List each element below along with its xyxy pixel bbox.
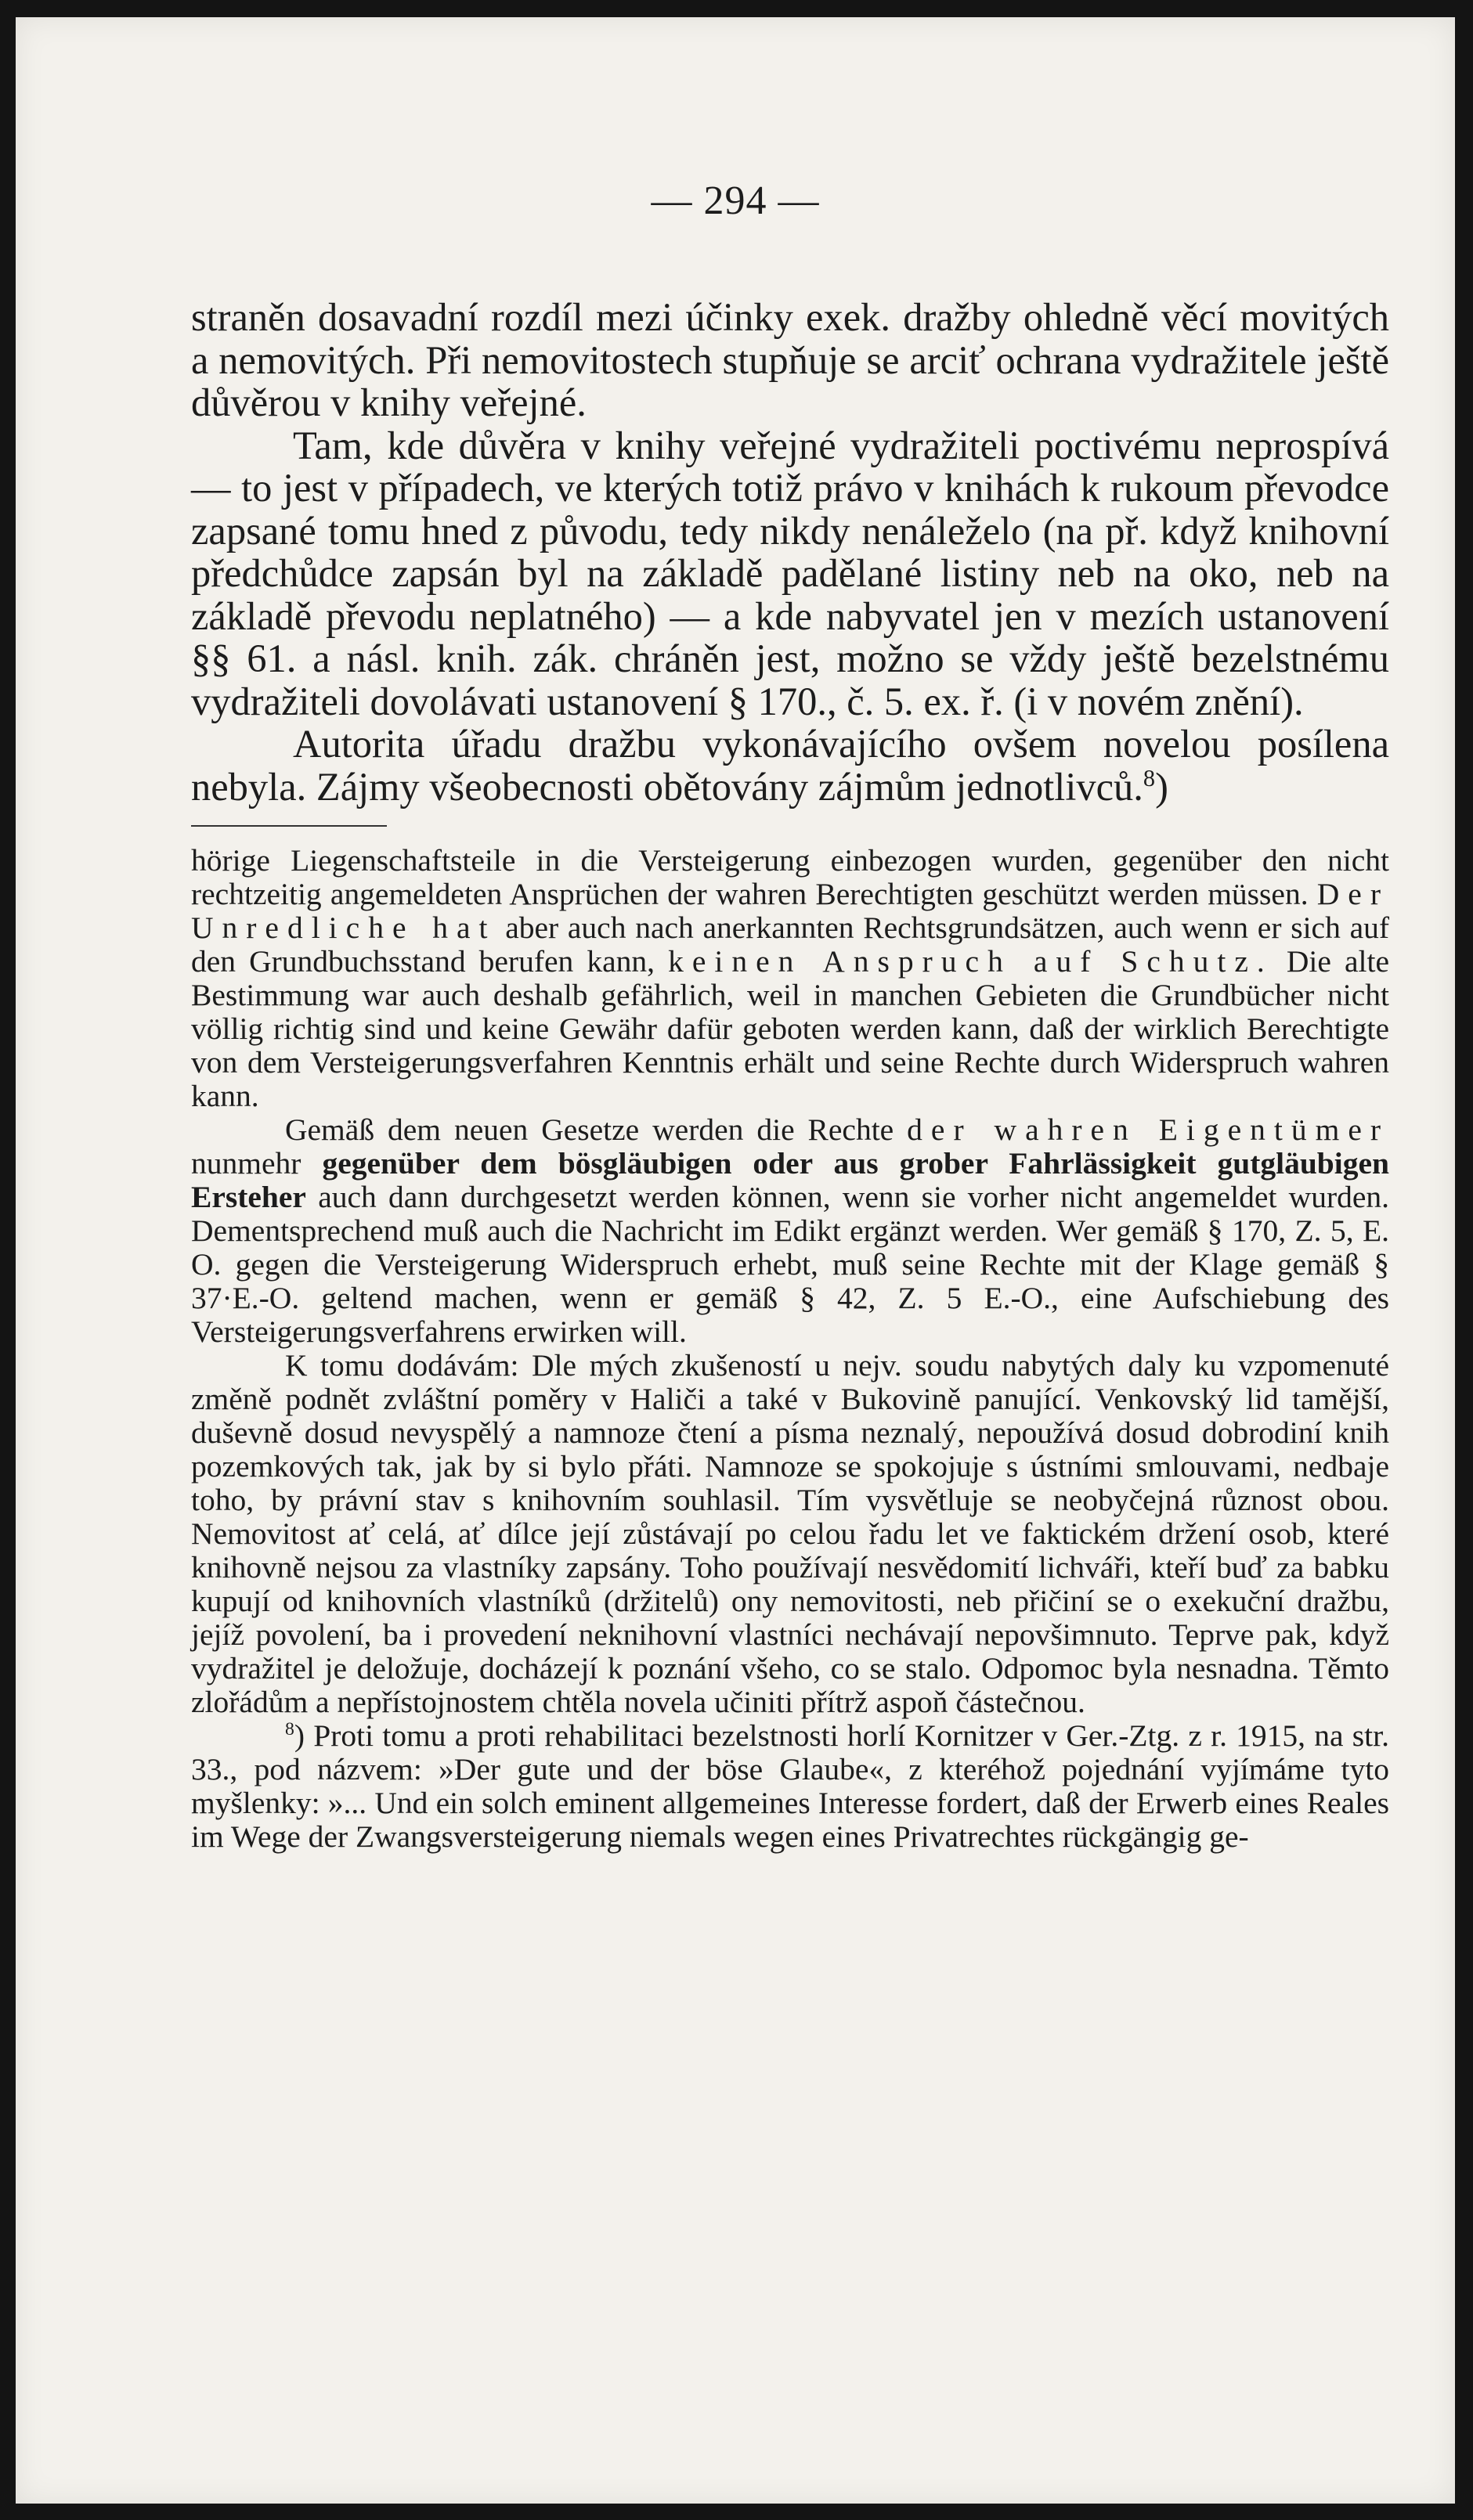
- footnote-text: nunmehr: [191, 1146, 301, 1181]
- spaced-emphasis: Der Unredliche hat: [191, 877, 1389, 945]
- footnote-text: auch dann durchgesetzt werden können, wenn sie vorher nicht angemeldet wurden. Dementsprechend muß auch die Nachricht im Edikt ergänzt werden. Wer gemäß § 170, Z. 5, E. O. gegen die Versteigerung Widerspruch erhebt, muß seine Rechte mit der Klage gemäß § 37·E.-O. geltend machen, wenn er gemäß § 42, Z. 5 E.-O., eine Aufschiebung des Versteigerungsverfahrens erwirken will.: [191, 1180, 1390, 1349]
- footnote-text: Gemäß dem neuen Gesetze werden die Rechte: [285, 1112, 894, 1147]
- footnote-separator: [191, 825, 387, 827]
- spaced-emphasis: der wahren Eigentümer: [907, 1112, 1390, 1147]
- footnote-continuation: [191, 844, 1389, 1113]
- footnote-text: Die alte Bestimmung war auch deshalb gefährlich, weil in manchen Gebieten die Grundbücher nicht völlig richtig sind und keine Gewähr dafür geboten werden kann, daß der wirklich Berechtigte von dem Versteigerungsverfahren Kenntnis erhält und seine Rechte durch Widerspruch wahren kann.: [191, 944, 1390, 1113]
- paragraph-3-text: Autorita úřadu dražbu vykonávajícího ovšem novelou posílena nebyla. Zájmy všeobecnosti obětovány zájmům jednotlivců.: [191, 722, 1389, 809]
- footnote-text: ) Proti tomu a proti rehabilitaci bezelstnosti horlí Kornitzer v Ger.-Ztg. z r. 1915, na str. 33., pod názvem: »Der gute und der böse Glaube«, z kteréhož pojednání vyjímáme tyto myšlenky: »... Und ein solch eminent allgemeines Interesse fordert, daß der Erwerb eines Reales im Wege der Zwangsversteigerung niemals wegen eines Privatrechtes rückgängig ge-: [191, 1718, 1389, 1854]
- footnote-8: [191, 1719, 1389, 1854]
- paragraph-3-end: ): [1155, 764, 1168, 809]
- footnote-paragraph-2: [191, 1113, 1389, 1349]
- bold-emphasis: gegenüber dem bösgläubigen oder aus grober Fahrlässigkeit gutgläubigen Ersteher: [191, 1146, 1389, 1214]
- footnote-text: aber auch nach anerkannten Rechtsgrundsätzen, auch wenn er sich auf den Grundbuchsstand berufen kann,: [191, 910, 1390, 979]
- footnote-text: hörige Liegenschaftsteile in die Versteigerung einbezogen wurden, gegenüber den nicht rechtzeitig angemeldeten Ansprüchen der wahren Berechtigten geschützt werden müssen.: [191, 843, 1389, 911]
- page-number: — 294 —: [651, 178, 820, 223]
- footnote-paragraph-3: K tomu dodávám: Dle mých zkušeností u nejv. soudu nabytých daly ku vzpomenuté změně podnět zvláštní poměry v Haliči a také v Bukovině panující. Venkovský lid tamější, duševně dosud nevyspělý a namnoze čtení a písma neznalý, nepoužívá dosud dobrodiní knih pozemkových tak, jak by si bylo přáti. Namnoze se spokojuje s ústními smlouvami, nedbaje toho, by právní stav s knihovním souhlasil. Tím vysvětluje se neobyčejná různost obou. Nemovitost ať celá, ať dílce její zůstávají po celou řadu let ve faktickém držení osob, které knihovně nejsou za vlastníky zapsány. Toho používají nesvědomití lichváři, kteří buď za babku kupují od knihovních vlastníků (držitelů) ony nemovitosti, neb přičiní se o exekuční dražbu, jejíž povolení, ba i provedení neknihovní vlastníci nechávají nepovšimnuto. Teprve pak, když vydražitel je deložuje, docházejí k poznání všeho, co se stalo. Odpomoc byla nesnadna. Těmto zlořádům a nepřístojnostem chtěla novela učiniti přítrž aspoň částečnou.: [191, 1348, 1389, 1719]
- footnote-marker: 8: [285, 1718, 294, 1739]
- spaced-emphasis: keinen Anspruch auf Schutz.: [668, 944, 1273, 979]
- footnote-ref-8: 8: [1143, 764, 1156, 791]
- paragraph-3: [191, 723, 1389, 808]
- main-text: [191, 296, 1389, 1854]
- paragraph-2: Tam, kde důvěra v knihy veřejné vydražiteli poctivému neprospívá — to jest v případech, ve kterých totiž právo v knihách k rukoum převodce zapsané tomu hned z původu, tedy nikdy nenáleželo (na př. když knihovní předchůdce zapsán byl na základě padělané listiny neb na oko, neb na základě převodu neplatného) — a kde nabyvatel jen v mezích ustanovení §§ 61. a násl. knih. zák. chráněn jest, možno se vždy ještě bezelstnému vydražiteli dovolávati ustanovení § 170., č. 5. ex. ř. (i v novém znění).: [191, 423, 1389, 723]
- book-page: [16, 17, 1455, 2504]
- footnotes: [191, 844, 1389, 1854]
- paragraph-1: straněn dosavadní rozdíl mezi účinky exek. dražby ohledně věcí movitých a nemovitých. Při nemovitostech stupňuje se arciť ochrana vydražitele ještě důvěrou v knihy veřejné.: [191, 295, 1389, 424]
